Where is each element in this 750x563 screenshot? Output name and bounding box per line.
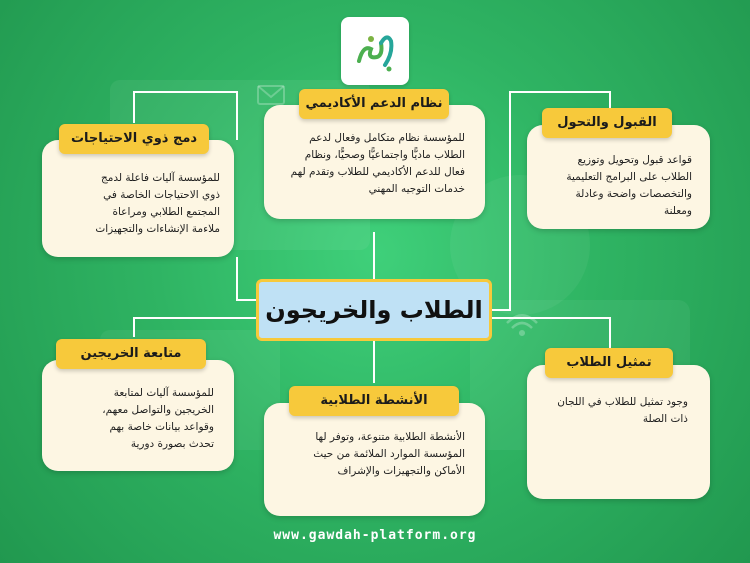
card-line: فعال للدعم الأكاديمي للطلاب وتقدم لهم [290,166,465,178]
card-admission [527,125,710,229]
card-line: الخريجين والتواصل معهم، [102,404,214,416]
card-line: وجود تمثيل للطلاب في اللجان [557,396,688,408]
card-line: المجتمع الطلابي ومراعاة [112,206,220,218]
card-line: قواعد قبول وتحويل وتوزيع [577,154,692,166]
wifi-icon [507,316,537,335]
card-line: المؤسسة الموارد الملائمة من حيث [313,448,465,460]
pill-label: الأنشطة الطلابية [320,393,428,408]
card-line: والتخصصات واضحة وعادلة [575,188,692,200]
center-title-box [256,279,492,341]
card-activities [264,403,485,516]
center-title: الطلاب والخريجون [265,296,483,324]
connector-graduates [134,318,256,337]
mail-icon [258,86,284,104]
pill-label: نظام الدعم الأكاديمي [305,96,443,111]
card-special-needs [42,140,234,257]
card-academic-support [264,105,485,219]
footer-url[interactable]: www.gawdah-platform.org [273,528,477,543]
pill-special-needs [59,124,209,154]
card-line: للمؤسسة آليات لمتابعة [113,387,214,399]
card-line: ذات الصلة [642,413,688,425]
card-line: تحدث بصورة دورية [130,438,214,450]
pill-admission [542,108,672,138]
pill-graduates [56,339,206,369]
card-line: خدمات التوجيه المهني [368,183,465,195]
pill-label: متابعة الخريجين [80,346,182,361]
card-line: للمؤسسة نظام متكامل وفعال لدعم [309,132,465,144]
pill-label: دمج ذوي الاحتياجات [70,131,198,146]
card-line: وقواعد بيانات خاصة بهم [109,421,214,433]
pill-academic-support [299,89,449,119]
card-line: الأنشطة الطلابية متنوعة، وتوفر لها [315,431,465,443]
card-line: ومعلنة [663,205,692,217]
card-line: ملاءمة الإنشاءات والتجهيزات [95,223,220,235]
card-line: للمؤسسة آليات فاعلة لدمج [100,172,220,184]
card-representation [527,365,710,499]
connector-special-needs-lower [237,257,256,300]
pill-representation [545,348,673,378]
connector-representation [492,318,610,348]
card-line: الطلاب على البرامج التعليمية [566,171,692,183]
card-line: الأماكن والتجهيزات والإشراف [337,465,465,477]
gawdah-logo-icon [349,25,401,77]
pill-activities [289,386,459,416]
card-graduates [42,360,234,471]
pill-label: تمثيل الطلاب [566,355,652,370]
card-line: الطلاب ماديًّا واجتماعيًّا وصحيًّا، ونظام [304,149,465,161]
card-line: ذوي الاحتياجات الخاصة في [103,189,220,201]
logo [341,17,409,85]
pill-label: القبول والتحول [557,115,657,130]
